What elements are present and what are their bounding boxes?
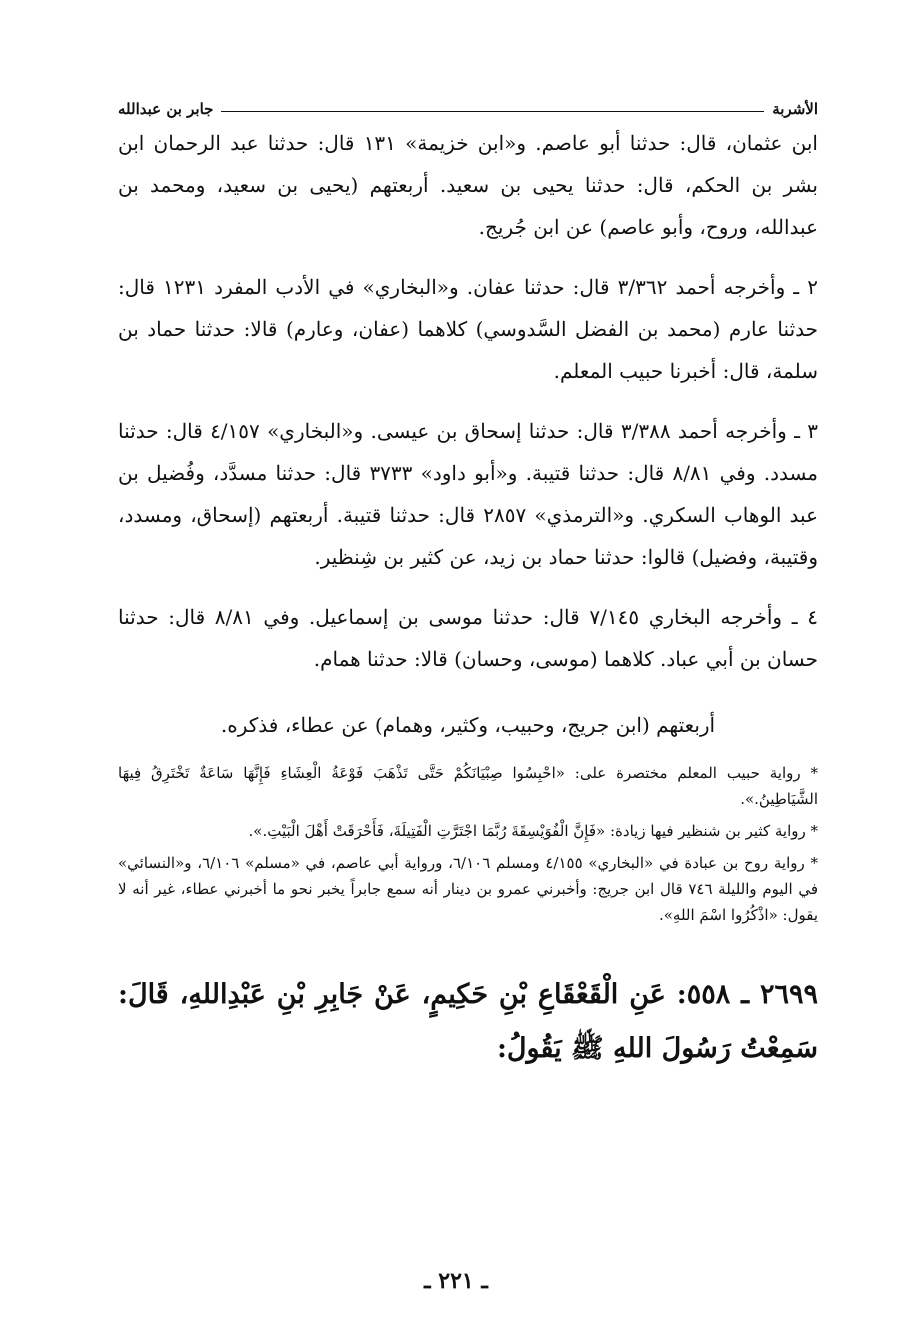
notes-section: [118, 760, 818, 928]
paragraph-2: ٢ ـ وأخرجه أحمد ٣/٣٦٢ قال: حدثنا عفان. و«البخاري» في الأدب المفرد ١٢٣١ قال: حدثنا عارم (محمد بن الفضل السَّدوسي) كلاهما (عفان، وعارم) قالا: حدثنا حماد بن سلمة، قال: أخبرنا حبيب المعلم.: [118, 275, 818, 383]
paragraph-3: ٣ ـ وأخرجه أحمد ٣/٣٨٨ قال: حدثنا إسحاق بن عيسى. و«البخاري» ٤/١٥٧ قال: حدثنا مسدد. وفي ٨/٨١ قال: حدثنا قتيبة. و«أبو داود» ٣٧٣٣ قال: حدثنا مسدَّد، وفُضيل بن عبد الوهاب السكري. و«الترمذي» ٢٨٥٧ قال: حدثنا قتيبة. أربعتهم (إسحاق، ومسدد، وقتيبة، وفضيل) قالوا: حدثنا حماد بن زيد، عن كثير بن شِنظير.: [118, 419, 819, 569]
note-2: * رواية كثير بن شنظير فيها زيادة: «فَإِنَّ الْفُوَيْسِقَةَ رُبَّمَا اجْتَرَّتِ الْفَتِيلَةَ، فَأَحْرَقَتْ أَهْلَ الْبَيْتِ.».: [248, 822, 818, 840]
running-header: [118, 88, 818, 118]
summary-line: أربعتهم (ابن جريج، وحبيب، وكثير، وهمام) عن عطاء، فذكره.: [220, 713, 716, 737]
chapter-title: الأشربة: [772, 100, 818, 118]
narrator-title: جابر بن عبدالله: [118, 100, 214, 118]
paragraph-4: ٤ ـ وأخرجه البخاري ٧/١٤٥ قال: حدثنا موسى بن إسماعيل. وفي ٨/٨١ قال: حدثنا حسان بن أبي عباد. كلاهما (موسى، وحسان) قالا: حدثنا همام.: [118, 605, 818, 671]
hadith-text: ٢٦٩٩ ـ ٥٥٨: عَنِ الْقَعْقَاعِ بْنِ حَكِيمٍ، عَنْ جَابِرِ بْنِ عَبْدِاللهِ، قَالَ: سَمِعْتُ رَسُولَ اللهِ ﷺ يَقُولُ:: [118, 979, 818, 1064]
note-3: * رواية روح بن عبادة في «البخاري» ٤/١٥٥ ومسلم ٦/١٠٦، ورواية أبي عاصم، في «مسلم» ٦/١٠٦، و«النسائي» في اليوم والليلة ٧٤٦ قال ابن جريج: وأخبرني عمرو بن دينار أنه سمع جابراً يخبر نحو ما أخبرني عطاء، غير أنه لا يقول: «اذْكُرُوا اسْمَ اللهِ».: [118, 854, 818, 924]
page-number: ـ ٢٢١ ـ: [424, 1268, 488, 1294]
header-rule: [221, 111, 764, 112]
page-body: [118, 88, 818, 1103]
note-1: * رواية حبيب المعلم مختصرة على: «احْبِسُوا صِبْيَانَكُمْ حَتَّى تَذْهَبَ فَوْعَةُ الْعِشَاءِ فَإِنَّهَا سَاعَةٌ تَخْتَرِقُ فِيهَا الشَّيَاطِينُ.».: [118, 764, 818, 808]
paragraph-1: ابن عثمان، قال: حدثنا أبو عاصم. و«ابن خزيمة» ١٣١ قال: حدثنا عبد الرحمان ابن بشر بن الحكم، قال: حدثنا يحيى بن سعيد. أربعتهم (يحيى بن سعيد، ومحمد بن عبدالله، وروح، وأبو عاصم) عن ابن جُريج.: [118, 131, 818, 239]
